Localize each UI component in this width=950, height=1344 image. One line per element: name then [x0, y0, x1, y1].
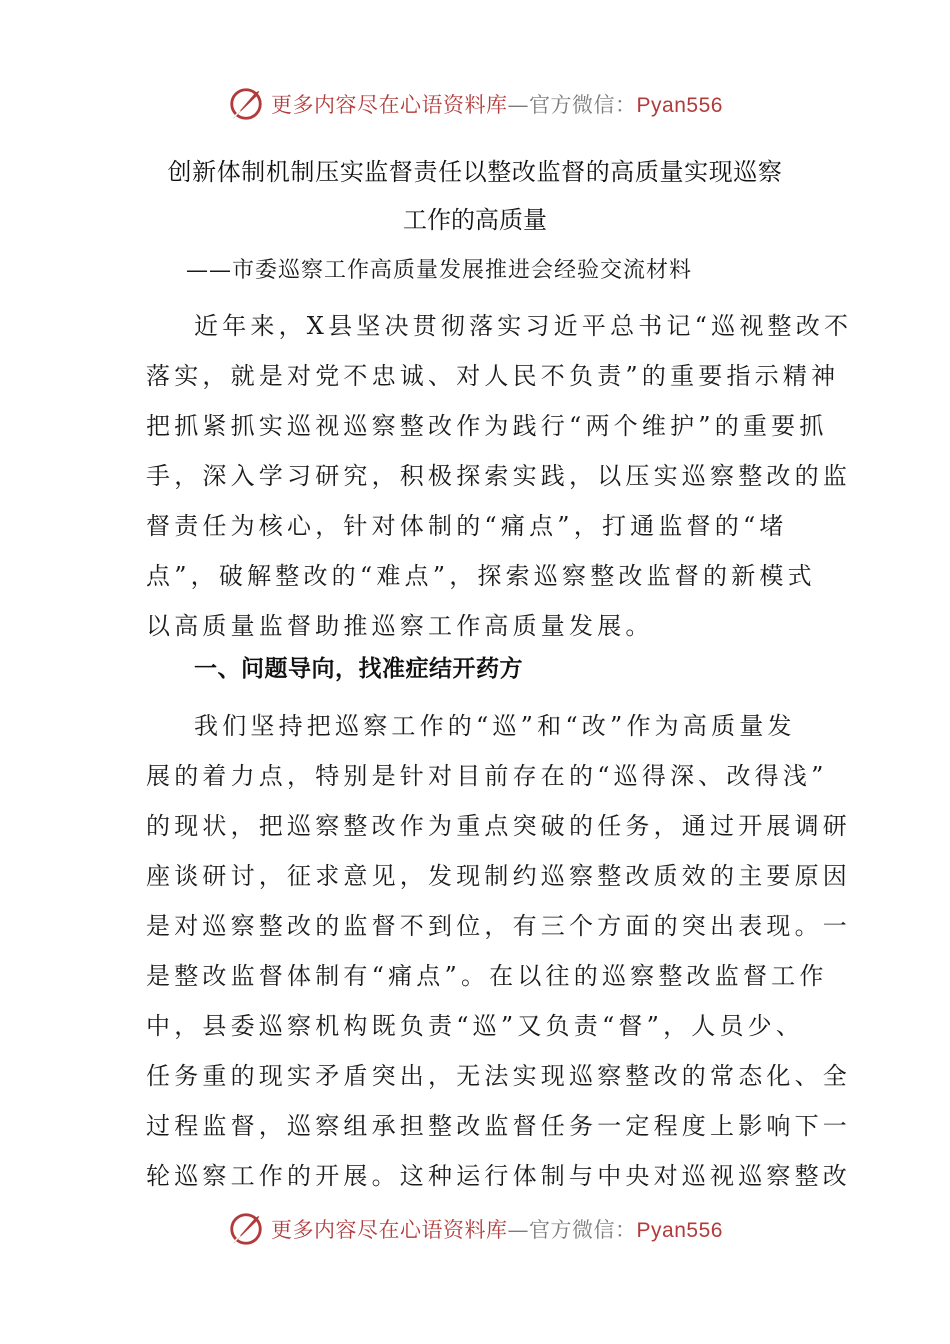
banner-text	[271, 1214, 723, 1244]
banner-dash: —	[507, 93, 530, 117]
banner-wechat-id: Pyan556	[636, 94, 723, 117]
banner-site: 更多内容尽在心语资料库	[271, 93, 508, 117]
quill-pen-circle-icon	[227, 85, 265, 123]
intro-line: 把抓紧抓实巡视巡察整改作为践行“两个维护”的重要抓	[146, 412, 828, 440]
body-line: 的现状，把巡察整改作为重点突破的任务，通过开展调研	[146, 812, 851, 840]
body-line: 是对巡察整改的监督不到位，有三个方面的突出表现。一	[146, 912, 851, 940]
intro-line: 落实，就是对党不忠诚、对人民不负责”的重要指示精神	[146, 362, 840, 390]
body-line: 我们坚持把巡察工作的“巡”和“改”作为高质量发	[194, 712, 796, 740]
page-title-line-1: 创新体制机制压实监督责任以整改监督的高质量实现巡察	[167, 158, 783, 186]
page-title-line-2: 工作的高质量	[403, 206, 547, 234]
body-line: 轮巡察工作的开展。这种运行体制与中央对巡视巡察整改	[146, 1162, 851, 1190]
banner-site: 更多内容尽在心语资料库	[271, 1218, 508, 1242]
body-line: 座谈研讨，征求意见，发现制约巡察整改质效的主要原因	[146, 862, 851, 890]
banner-text	[271, 89, 723, 119]
banner-wechat-id: Pyan556	[636, 1219, 723, 1242]
banner-wechat-label: 官方微信：	[529, 1218, 637, 1242]
intro-line: 点”，破解整改的“难点”，探索巡察整改监督的新模式	[146, 562, 816, 590]
section-heading: 一、问题导向，找准症结开药方	[194, 656, 523, 682]
quill-pen-circle-icon	[227, 1210, 265, 1248]
intro-line: 近年来，X县坚决贯彻落实习近平总书记“巡视整改不	[194, 312, 853, 340]
header-banner	[0, 82, 950, 126]
body-line: 中，县委巡察机构既负责“巡”又负责“督”，人员少、	[146, 1012, 805, 1040]
intro-line: 手，深入学习研究，积极探索实践，以压实巡察整改的监	[146, 462, 851, 490]
page-subtitle: ——市委巡察工作高质量发展推进会经验交流材料	[186, 258, 693, 283]
banner-wechat-label: 官方微信：	[529, 93, 637, 117]
body-line: 是整改监督体制有“痛点”。在以往的巡察整改监督工作	[146, 962, 828, 990]
intro-line: 督责任为核心，针对体制的“痛点”，打通监督的“堵	[146, 512, 788, 540]
body-line: 任务重的现实矛盾突出，无法实现巡察整改的常态化、全	[146, 1062, 851, 1090]
body-line: 过程监督，巡察组承担整改监督任务一定程度上影响下一	[146, 1112, 851, 1140]
body-line: 展的着力点，特别是针对目前存在的“巡得深、改得浅”	[146, 762, 828, 790]
footer-banner	[0, 1207, 950, 1251]
banner-dash: —	[507, 1218, 530, 1242]
intro-line: 以高质量监督助推巡察工作高质量发展。	[146, 612, 654, 640]
